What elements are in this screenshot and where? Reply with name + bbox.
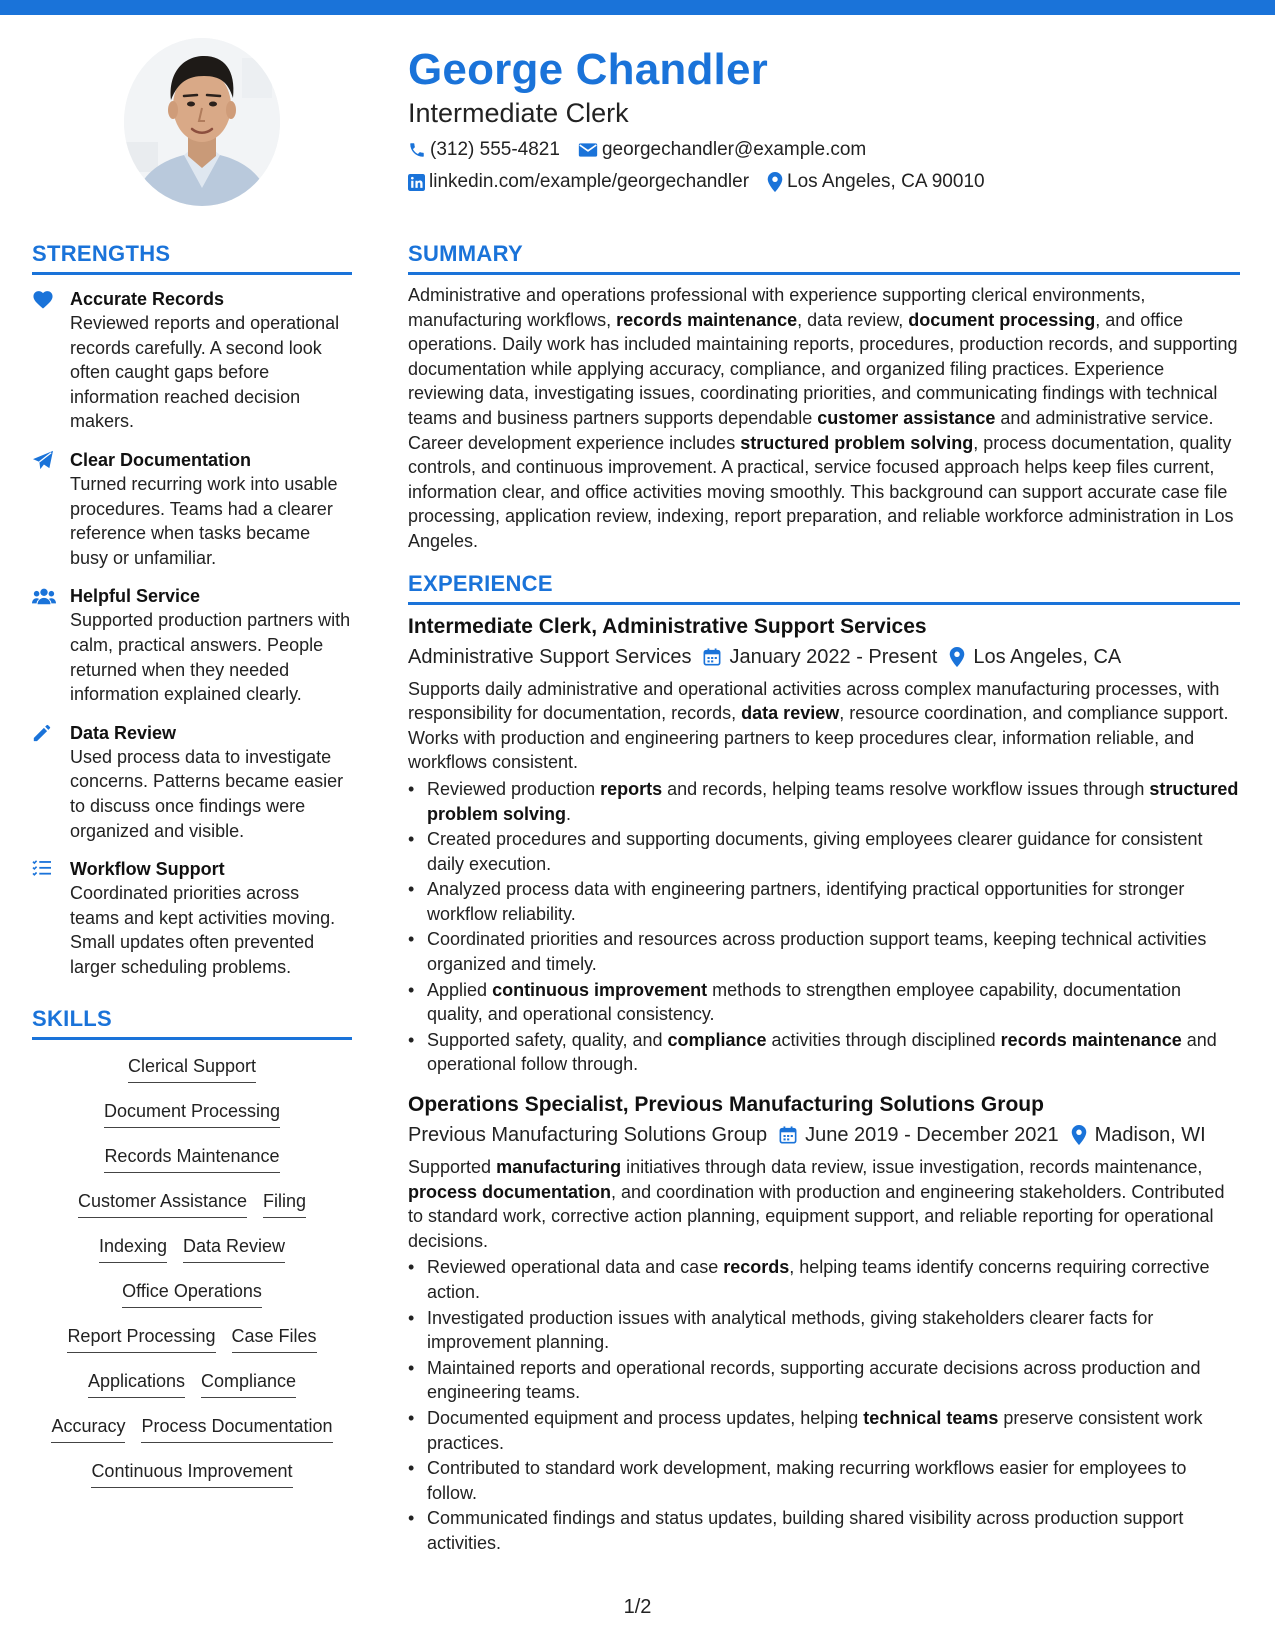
job-dates: January 2022 - Present (703, 643, 937, 671)
calendar-icon (779, 1126, 805, 1144)
job-company: Administrative Support Services (408, 645, 692, 668)
skill-tag: Accuracy (51, 1414, 125, 1443)
skill-tag: Office Operations (122, 1279, 262, 1308)
strength-description: Coordinated priorities across teams and kept activities moving. Small updates often prevented larger scheduling problems. (70, 883, 336, 977)
profile-photo (124, 38, 280, 206)
strength-item (32, 857, 352, 979)
strength-title: Helpful Service (70, 586, 201, 607)
resume-header (408, 42, 1248, 194)
email-contact[interactable] (578, 139, 866, 161)
location-contact (767, 171, 985, 193)
skill-row (32, 1054, 352, 1099)
skill-tag: Compliance (201, 1369, 296, 1398)
strength-item (32, 287, 352, 434)
job-title: Operations Specialist, Previous Manufacturing Solutions Group (408, 1093, 1044, 1117)
phone-text: (312) 555-4821 (430, 139, 560, 160)
strengths-heading: STRENGTHS (32, 240, 352, 275)
job-description: Supported manufacturing initiatives through data review, issue investigation, records maintenance, process documentation, and coordination with production and engineering stakeholders. Contributed to standard work, corrective action planning, equipment support, and reliable reporting for operational decisions. (408, 1157, 1225, 1251)
skill-tag: Report Processing (67, 1324, 215, 1353)
paper-plane-icon (32, 448, 70, 570)
page-number: 1/2 (623, 1596, 652, 1618)
linkedin-icon (408, 174, 425, 191)
contact-row-1 (408, 138, 1248, 162)
job-meta (408, 1121, 1240, 1149)
skill-row (32, 1459, 352, 1504)
skill-tag: Indexing (99, 1234, 167, 1263)
contact-row-2 (408, 170, 1248, 194)
summary-heading: SUMMARY (408, 240, 1240, 275)
linkedin-text[interactable]: linkedin.com/example/georgechandler (429, 171, 750, 192)
bullet-item: • Contributed to standard work development, making recurring workflows easier for employees to follow. (408, 1456, 1240, 1505)
bullet-item: • Maintained reports and operational records, supporting accurate decisions across production and engineering teams. (408, 1356, 1240, 1405)
skills-heading: SKILLS (32, 1005, 352, 1040)
map-pin-icon (1071, 1125, 1095, 1145)
skill-row (32, 1279, 352, 1324)
strengths-list (32, 287, 352, 979)
bullet-item: • Supported safety, quality, and compliance activities through disciplined records maintenance and operational follow through. (408, 1028, 1240, 1077)
skill-row (32, 1189, 352, 1234)
left-column (32, 240, 352, 1504)
skill-tag: Filing (263, 1189, 306, 1218)
job-bullets (408, 777, 1240, 1077)
skill-tag: Clerical Support (128, 1054, 256, 1083)
location-text: Los Angeles, CA 90010 (787, 171, 985, 192)
job-title: Intermediate Clerk, Administrative Support Services (408, 614, 927, 638)
candidate-name: George Chandler (408, 45, 768, 94)
job-company: Previous Manufacturing Solutions Group (408, 1124, 768, 1147)
envelope-icon (578, 142, 598, 158)
skill-tag: Continuous Improvement (91, 1459, 292, 1488)
job-location: Madison, WI (1071, 1121, 1206, 1149)
strength-description: Turned recurring work into usable procedures. Teams had a clearer reference when tasks became busy or unfamiliar. (70, 473, 338, 568)
phone-contact (408, 139, 560, 161)
skill-tag: Applications (88, 1369, 185, 1398)
bullet-item: • Documented equipment and process updates, helping technical teams preserve consistent work practices. (408, 1406, 1240, 1455)
bullet-item: • Applied continuous improvement methods to strengthen employee capability, documentation quality, and operational consistency. (408, 978, 1240, 1027)
strength-item (32, 448, 352, 570)
experience-entry (408, 613, 1240, 1078)
bullet-item: • Coordinated priorities and resources across production support teams, keeping technical activities organized and timely. (408, 927, 1240, 976)
map-pin-icon (949, 647, 973, 667)
bullet-item: • Analyzed process data with engineering partners, identifying practical opportunities for stronger workflow reliability. (408, 877, 1240, 926)
skill-tag: Records Maintenance (104, 1144, 279, 1173)
job-bullets (408, 1255, 1240, 1555)
checklist-icon (32, 857, 70, 979)
bullet-item: • Communicated findings and status updates, building shared visibility across production support activities. (408, 1506, 1240, 1555)
strength-title: Workflow Support (70, 859, 225, 880)
phone-icon (408, 141, 426, 159)
strength-description: Supported production partners with calm, practical answers. People returned when they needed information explained clearly. (70, 610, 351, 705)
skill-row (32, 1369, 352, 1414)
skill-row (32, 1099, 352, 1144)
experience-entry (408, 1091, 1240, 1556)
skill-tag: Data Review (183, 1234, 285, 1263)
map-pin-icon (767, 172, 783, 192)
strength-title: Accurate Records (70, 289, 225, 309)
strength-description: Reviewed reports and operational records carefully. A second look often caught gaps before information reached decision makers. (70, 313, 340, 432)
bullet-item: • Reviewed operational data and case records, helping teams identify concerns requiring corrective action. (408, 1255, 1240, 1304)
job-dates: June 2019 - December 2021 (779, 1121, 1059, 1149)
strength-title: Data Review (70, 722, 177, 743)
top-accent-bar (0, 0, 1275, 15)
experience-list (408, 613, 1240, 1556)
pencil-icon (32, 721, 70, 843)
job-description: Supports daily administrative and operational activities across complex manufacturing processes, with responsibility for documentation, records, data review, resource coordination, and compliance support. Works with production and engineering partners to keep procedures clear, information reliable, and workflows consistent. (408, 678, 1229, 773)
calendar-icon (703, 648, 729, 666)
experience-heading: EXPERIENCE (408, 570, 1240, 605)
summary-text: Administrative and operations professional with experience supporting clerical environments, manufacturing workflows, records maintenance, data review, document processing, and office operations. Daily work has included maintaining reports, procedures, production records, and supporting documentation while applying accuracy, compliance, and organized filing practices. Experience reviewing data, investigating issues, coordinating priorities, and communicating findings with technical teams and business partners supports dependable customer assistance and administrative service. Career development experience includes structured problem solving, process documentation, quality controls, and continuous improvement. A practical, service focused approach helps keep files current, information clear, and office activities moving smoothly. This background can support accurate case file processing, application review, indexing, report preparation, and reliable workforce administration in Los Angeles. (408, 285, 1238, 551)
linkedin-contact[interactable] (408, 171, 749, 193)
skill-tag: Customer Assistance (78, 1189, 247, 1218)
skill-tag: Document Processing (104, 1099, 280, 1128)
candidate-role: Intermediate Clerk (408, 98, 629, 128)
strength-description: Used process data to investigate concerns. Patterns became easier to discuss once findings were organized and visible. (70, 746, 344, 841)
users-icon (32, 584, 70, 706)
skill-tag: Case Files (232, 1324, 317, 1353)
strength-title: Clear Documentation (70, 449, 252, 470)
heart-icon (32, 287, 70, 434)
skill-row (32, 1414, 352, 1459)
strength-item (32, 584, 352, 706)
skill-row (32, 1234, 352, 1279)
email-text[interactable]: georgechandler@example.com (601, 139, 867, 160)
skill-tag: Process Documentation (141, 1414, 332, 1443)
skill-row (32, 1324, 352, 1369)
right-column (408, 240, 1240, 1557)
strength-item (32, 721, 352, 843)
bullet-item: • Investigated production issues with analytical methods, giving stakeholders clearer facts for improvement planning. (408, 1306, 1240, 1355)
job-location: Los Angeles, CA (949, 643, 1121, 671)
job-meta (408, 643, 1240, 671)
skill-row (32, 1144, 352, 1189)
bullet-item: • Reviewed production reports and records, helping teams resolve workflow issues through structured problem solving. (408, 777, 1240, 826)
bullet-item: • Created procedures and supporting documents, giving employees clearer guidance for consistent daily execution. (408, 827, 1240, 876)
skills-list (32, 1054, 352, 1504)
